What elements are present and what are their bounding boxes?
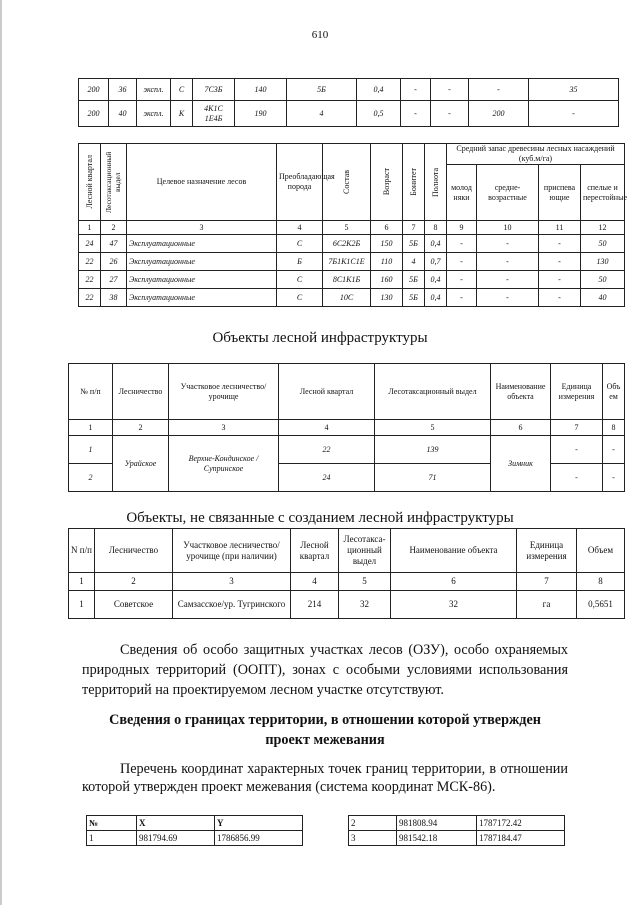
table-cell: 0,5651 — [577, 591, 625, 619]
table-cell: 22 — [79, 271, 101, 289]
table-cell: 50 — [581, 235, 625, 253]
table-cell: - — [477, 271, 539, 289]
table-cell: 8 — [603, 420, 625, 436]
table-cell: - — [603, 436, 625, 464]
table-cell: 1 — [69, 573, 95, 591]
table-cell: 32 — [391, 591, 517, 619]
table-header-cell: Y — [215, 816, 303, 831]
table-cell: 6 — [491, 420, 551, 436]
table-cell: - — [539, 289, 581, 307]
table-cell: - — [539, 271, 581, 289]
table-cell: 71 — [375, 464, 491, 492]
header-reserve: Средний запас древесины лесных насаждений (куб.м/га) — [447, 144, 625, 165]
table-cell: 0,4 — [357, 79, 401, 101]
table-cell: 2 — [101, 221, 127, 235]
table-header-cell: Объем — [577, 529, 625, 573]
table-cell: 7 — [551, 420, 603, 436]
table-row — [79, 289, 625, 307]
table-cell: 26 — [101, 253, 127, 271]
table-cell: 4 — [403, 253, 425, 271]
district-cell: Верхне-Кондинское / Супринское — [169, 436, 279, 492]
table-cell: 0,4 — [425, 271, 447, 289]
infra-table — [68, 363, 625, 492]
table-header-cell: № — [87, 816, 137, 831]
table-cell: 1 — [87, 831, 137, 846]
table-header-cell: Лесотаксационный выдел — [375, 364, 491, 420]
table-cell: 7 — [403, 221, 425, 235]
table-header-cell: Лесной квартал — [279, 364, 375, 420]
table-cell: 24 — [279, 464, 375, 492]
header-middle: средне-возрастные — [477, 165, 539, 221]
table-header-cell: Лесотакса-ционный выдел — [339, 529, 391, 573]
table-cell: 11 — [539, 221, 581, 235]
table-cell: С — [277, 235, 323, 253]
table-cell: - — [477, 289, 539, 307]
table-cell: 27 — [101, 271, 127, 289]
table-cell: 7С3Б — [193, 79, 235, 101]
header-bonitet: Бонитет — [403, 144, 425, 221]
table-cell: 5Б — [287, 79, 357, 101]
header-row — [87, 816, 303, 831]
table-cell: 4 — [291, 573, 339, 591]
table-cell: - — [401, 101, 431, 127]
table-cell: 1786856.99 — [215, 831, 303, 846]
table-header-cell: X — [137, 816, 215, 831]
table-row — [69, 591, 625, 619]
table-cell: Эксплуатационные — [127, 271, 277, 289]
table-cell: 981808.94 — [397, 816, 477, 831]
forestry-cell: Урайское — [113, 436, 169, 492]
table-cell: 32 — [339, 591, 391, 619]
table-cell: 2 — [349, 816, 397, 831]
table-cell: 5Б — [403, 271, 425, 289]
table-cell: Эксплуатационные — [127, 253, 277, 271]
table-cell: 5 — [339, 573, 391, 591]
table-cell: 10С — [323, 289, 371, 307]
table-cell: 4К1С 1Е4Б — [193, 101, 235, 127]
table-cell: 3 — [173, 573, 291, 591]
header-row — [69, 364, 625, 420]
table-cell: экспл. — [137, 101, 171, 127]
table-row — [79, 271, 625, 289]
table-cell: 8С1К1Б — [323, 271, 371, 289]
table-cell: 22 — [279, 436, 375, 464]
table-cell: 0,4 — [425, 289, 447, 307]
table-cell: 110 — [371, 253, 403, 271]
table-row — [79, 101, 619, 127]
table-cell: 214 — [291, 591, 339, 619]
table-cell: 2 — [69, 464, 113, 492]
header-quarter: Лесной квартал — [79, 144, 101, 221]
table-cell: 6 — [371, 221, 403, 235]
table-cell: 200 — [469, 101, 529, 127]
table-cell: - — [447, 289, 477, 307]
table-cell: 3 — [127, 221, 277, 235]
table-cell: 0,7 — [425, 253, 447, 271]
table-header-cell: Объем — [603, 364, 625, 420]
table-cell: - — [551, 436, 603, 464]
table-cell: 0,4 — [425, 235, 447, 253]
table-cell: 130 — [371, 289, 403, 307]
table-cell: 4 — [277, 221, 323, 235]
table-cell: 40 — [109, 101, 137, 127]
table-header-cell: Участковое лесничество/урочище — [169, 364, 279, 420]
table-cell: 5Б — [403, 289, 425, 307]
table-cell: 1787172.42 — [477, 816, 565, 831]
table-cell: 22 — [79, 289, 101, 307]
table-cell: 8 — [577, 573, 625, 591]
table-cell: 35 — [529, 79, 619, 101]
header-composition: Состав — [323, 144, 371, 221]
table-cell: 47 — [101, 235, 127, 253]
table-cell: 200 — [79, 101, 109, 127]
table-cell: - — [477, 235, 539, 253]
table-cell: 1787184.47 — [477, 831, 565, 846]
table-cell: 1 — [69, 436, 113, 464]
top-table — [78, 78, 619, 127]
table-cell: 6С2К2Б — [323, 235, 371, 253]
table-header-cell: Наименование объекта — [391, 529, 517, 573]
table-cell: - — [603, 464, 625, 492]
table-cell: 5 — [323, 221, 371, 235]
table-row — [87, 831, 303, 846]
table-cell: 10 — [477, 221, 539, 235]
infra-title: Объекты лесной инфраструктуры — [212, 330, 428, 346]
header-density: Полнота — [425, 144, 447, 221]
table-cell: - — [477, 253, 539, 271]
table-cell: 0,5 — [357, 101, 401, 127]
header-maturing: приспевающие — [539, 165, 581, 221]
header-species: Преобладающая порода — [277, 144, 323, 221]
table-cell: Советское — [95, 591, 173, 619]
column-numbers — [79, 221, 625, 235]
table-cell: 2 — [113, 420, 169, 436]
noninfra-table — [68, 528, 625, 619]
table-cell: - — [539, 235, 581, 253]
table-cell: 4 — [287, 101, 357, 127]
table-cell: 2 — [95, 573, 173, 591]
table-cell: - — [551, 464, 603, 492]
table-cell: 40 — [581, 289, 625, 307]
table-header-cell: Единица измерения — [517, 529, 577, 573]
table-row — [79, 253, 625, 271]
table-cell: 1 — [79, 221, 101, 235]
table-cell: 1 — [69, 591, 95, 619]
table-header-cell: Лесной квартал — [291, 529, 339, 573]
table-cell: 139 — [375, 436, 491, 464]
table-row — [69, 436, 625, 464]
table-row — [349, 816, 565, 831]
coords-table-left — [86, 815, 303, 846]
table-cell: К — [171, 101, 193, 127]
table-cell: Эксплуатационные — [127, 235, 277, 253]
table-header-cell: № п/п — [69, 364, 113, 420]
header-row — [69, 529, 625, 573]
table-header-cell: Наименование объекта — [491, 364, 551, 420]
table-cell: 50 — [581, 271, 625, 289]
object-cell: Зимник — [491, 436, 551, 492]
table-header-cell: Единица измерения — [551, 364, 603, 420]
table-cell: экспл. — [137, 79, 171, 101]
table-cell: 150 — [371, 235, 403, 253]
table-cell: 4 — [279, 420, 375, 436]
table-cell: 7Б1К1С1Е — [323, 253, 371, 271]
table-header-cell: Лесничество — [113, 364, 169, 420]
table-cell: С — [277, 289, 323, 307]
table-cell: 3 — [349, 831, 397, 846]
table-cell: 8 — [425, 221, 447, 235]
ozu-paragraph: Сведения об особо защитных участках лесов (ОЗУ), особо охраняемых природных территорий (ООПТ), зонах с особыми условиями использования территорий на проектируемом лесном участке отсутствуют. — [82, 642, 568, 698]
table-cell: 38 — [101, 289, 127, 307]
table-cell: 36 — [109, 79, 137, 101]
table-cell: - — [401, 79, 431, 101]
table-cell: 130 — [581, 253, 625, 271]
table-cell: 6 — [391, 573, 517, 591]
table-cell: Б — [277, 253, 323, 271]
scan-edge — [0, 0, 2, 905]
table-cell: 5 — [375, 420, 491, 436]
header-purpose: Целевое назначение лесов — [127, 144, 277, 221]
table-cell: Эксплуатационные — [127, 289, 277, 307]
table-cell: - — [539, 253, 581, 271]
page-number: 610 — [311, 29, 329, 41]
table-header-cell: Лесничество — [95, 529, 173, 573]
table-row — [349, 831, 565, 846]
table-cell: - — [469, 79, 529, 101]
table-cell: га — [517, 591, 577, 619]
column-numbers — [69, 420, 625, 436]
coords-paragraph: Перечень координат характерных точек границ территории, в отношении которой утвержден проект межевания (система координат МСК-86). — [82, 761, 568, 795]
table-cell: 160 — [371, 271, 403, 289]
table-header-cell: Участковое лесничество/урочище (при наличии) — [173, 529, 291, 573]
header-age: Возраст — [371, 144, 403, 221]
header-mature: спелые и перестойные — [581, 165, 625, 221]
table-cell: 24 — [79, 235, 101, 253]
table-cell: 140 — [235, 79, 287, 101]
table-cell: - — [529, 101, 619, 127]
header-young: молодняки — [447, 165, 477, 221]
table-cell: 1 — [69, 420, 113, 436]
table-header-cell: N п/п — [69, 529, 95, 573]
boundary-heading: Сведения о границах территории, в отношении которой утвержден проект межевания — [109, 712, 541, 748]
table-cell: С — [171, 79, 193, 101]
table-cell: 981542.18 — [397, 831, 477, 846]
forest-table — [78, 143, 628, 307]
table-cell: 22 — [79, 253, 101, 271]
table-cell: 3 — [169, 420, 279, 436]
table-cell: 190 — [235, 101, 287, 127]
table-cell: 5Б — [403, 235, 425, 253]
table-row — [79, 79, 619, 101]
table-cell: 981794.69 — [137, 831, 215, 846]
table-cell: Самзасское/ур. Тугринского — [173, 591, 291, 619]
header-allotment: Лесотаксационный выдел — [101, 144, 127, 221]
table-cell: - — [431, 79, 469, 101]
table-cell: 200 — [79, 79, 109, 101]
coords-table-right — [348, 815, 565, 846]
table-cell: С — [277, 271, 323, 289]
table-cell: - — [431, 101, 469, 127]
noninfra-title: Объекты, не связанные с созданием лесной инфраструктуры — [126, 510, 514, 526]
column-numbers — [69, 573, 625, 591]
table-cell: - — [447, 271, 477, 289]
table-row — [79, 235, 625, 253]
table-cell: 12 — [581, 221, 625, 235]
table-cell: - — [447, 235, 477, 253]
table-cell: - — [447, 253, 477, 271]
table-cell: 7 — [517, 573, 577, 591]
table-cell: 9 — [447, 221, 477, 235]
